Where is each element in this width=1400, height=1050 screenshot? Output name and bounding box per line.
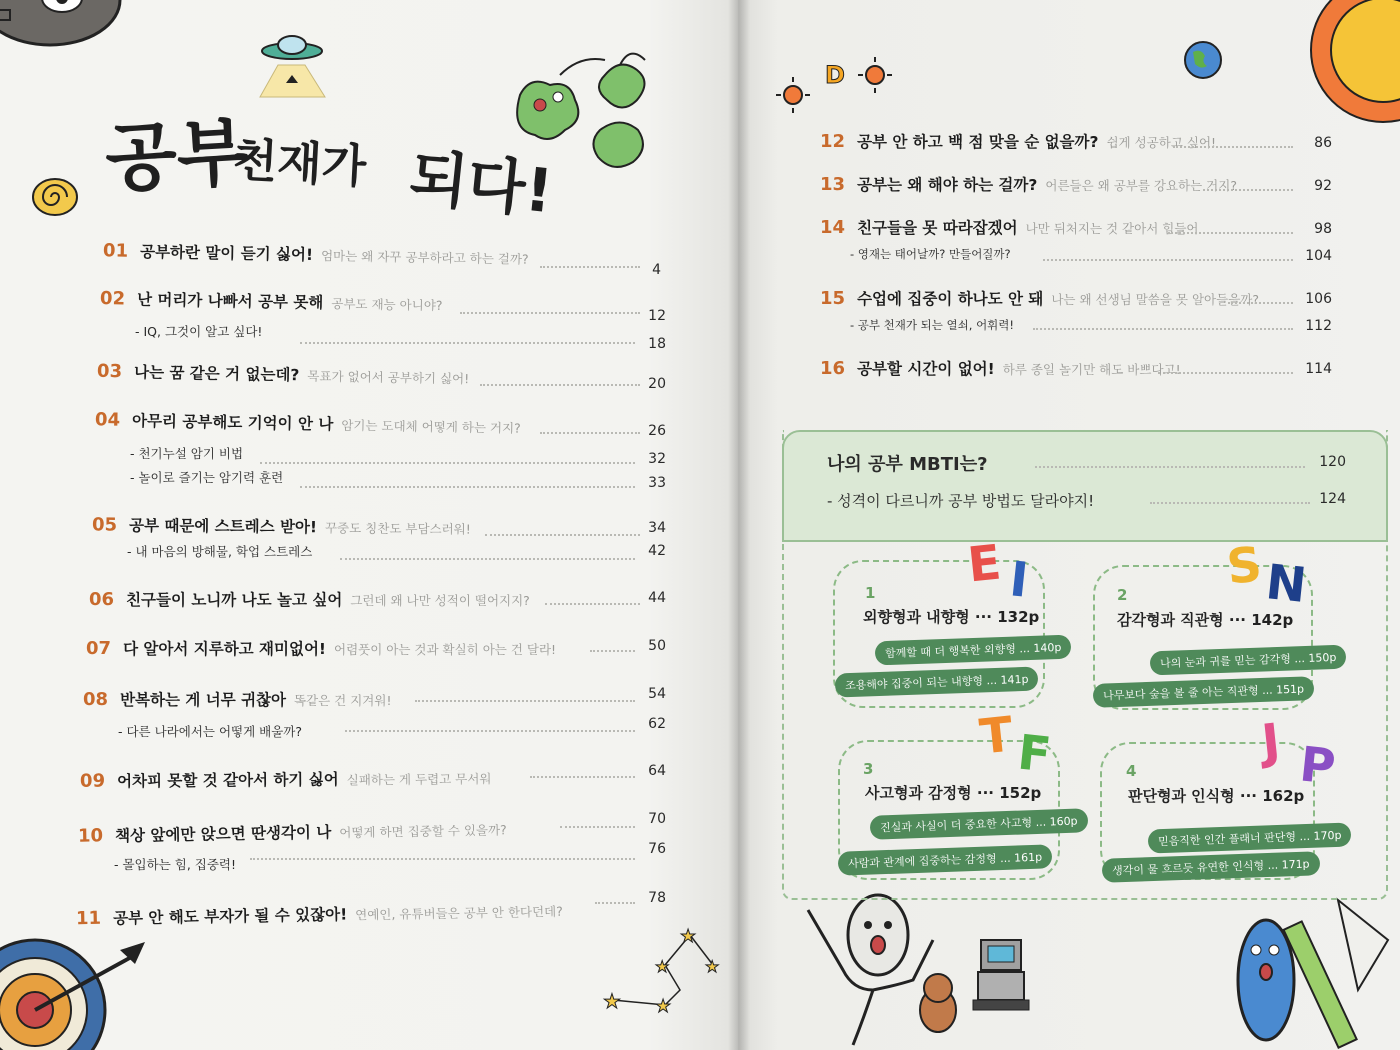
dot-leader — [1158, 372, 1293, 374]
dot-leader — [340, 558, 635, 560]
page-number: 106 — [1305, 291, 1332, 307]
target-icon — [0, 920, 160, 1050]
mbti-card-number: 3 — [863, 760, 874, 778]
chapter-subtitle: 연예인, 유튜버들은 공부 안 한다던데? — [355, 903, 563, 923]
dot-leader — [1173, 146, 1293, 148]
page-number: 76 — [648, 841, 666, 857]
dot-leader — [260, 462, 635, 464]
dot-leader — [545, 603, 640, 605]
chapter-title: 반복하는 게 너무 귀찮아 — [120, 691, 286, 709]
dot-leader — [250, 858, 635, 860]
mbti-type-pill[interactable]: 사람과 관계에 집중하는 감정형 ... 161p — [838, 844, 1053, 875]
mbti-letter-j: J — [1259, 713, 1283, 771]
title-part-2: 천재가 — [231, 132, 368, 194]
toc-entry-02[interactable] — [100, 287, 443, 315]
chapter-subtitle: 꾸중도 칭찬도 부담스러워! — [324, 520, 471, 537]
small-sun-icon — [773, 55, 903, 115]
dot-leader — [1203, 189, 1293, 191]
svg-text:★: ★ — [655, 957, 670, 976]
chapter-subtitle: 하루 종일 놀기만 해도 바쁘다고! — [1002, 362, 1181, 377]
toc-subitem[interactable]: - 공부 천재가 되는 열쇠, 어휘력! — [850, 318, 1014, 332]
page-number: 54 — [648, 686, 666, 702]
mbti-type-pill[interactable]: 함께할 때 더 행복한 외향형 ... 140p — [875, 635, 1072, 666]
ufo-icon — [250, 25, 335, 100]
chapter-subtitle: 그런데 왜 나만 성적이 떨어지지? — [350, 593, 530, 608]
chapter-subtitle: 나만 뒤처지는 것 같아서 힘들어 — [1025, 221, 1199, 236]
dot-leader — [485, 534, 640, 536]
globe-icon — [1183, 40, 1223, 80]
toc-entry-01[interactable] — [103, 239, 529, 268]
dot-leader — [1228, 302, 1293, 304]
page-number: 104 — [1305, 248, 1332, 264]
mbti-letter-s: S — [1224, 536, 1265, 596]
mbti-card-title: 감각형과 직관형 ··· 142p — [1117, 611, 1294, 629]
constellation-icon — [595, 920, 730, 1020]
chapter-title: 책상 앞에만 앉으면 딴생각이 나 — [114, 823, 332, 846]
chapter-title: 수업에 집중이 하나도 안 돼 — [857, 290, 1044, 308]
dot-leader — [1035, 466, 1305, 468]
chapter-subtitle: 나는 왜 선생님 말씀을 못 알아들을까? — [1051, 292, 1259, 307]
toc-subitem[interactable]: - 내 마음의 방해물, 학업 스트레스 — [127, 544, 313, 559]
mbti-letter-p: P — [1297, 736, 1339, 796]
sun-icon — [1303, 0, 1400, 140]
monster-icon — [0, 0, 130, 60]
chapter-title: 공부는 왜 해야 하는 걸까? — [857, 176, 1038, 194]
page-number: 42 — [648, 543, 666, 559]
mbti-letter-n: N — [1263, 554, 1309, 614]
chapter-number: 15 — [820, 288, 846, 309]
chapter-number: 05 — [91, 514, 118, 536]
mbti-header — [782, 430, 1388, 542]
page-number: 62 — [648, 716, 666, 732]
chapter-subtitle: 어떻게 하면 집중할 수 있을까? — [339, 822, 507, 841]
mbti-type-pill[interactable]: 나의 눈과 귀를 믿는 감각형 ... 150p — [1150, 645, 1347, 676]
chapter-number: 07 — [86, 638, 112, 659]
book-title — [105, 95, 575, 230]
chapter-subtitle: 쉽게 성공하고 싶어! — [1106, 135, 1217, 150]
mbti-subtitle[interactable]: - 성격이 다르니까 공부 방법도 달라야지! — [827, 492, 1095, 510]
chapter-number: 03 — [96, 360, 123, 383]
dot-leader — [540, 432, 640, 434]
cartoon-characters-icon — [793, 890, 1053, 1050]
toc-entry-08[interactable] — [83, 688, 391, 710]
page-number: 20 — [648, 376, 666, 392]
chapter-title: 나는 꿈 같은 거 없는데? — [133, 363, 300, 385]
mbti-letter-t: T — [977, 706, 1016, 766]
toc-subitem[interactable]: - 다른 나라에서는 어떻게 배울까? — [118, 724, 303, 739]
page-number: 12 — [648, 308, 666, 324]
mbti-card-number: 2 — [1117, 586, 1128, 604]
chapter-title: 아무리 공부해도 기억이 안 나 — [131, 411, 334, 434]
page-number: 32 — [648, 451, 666, 467]
chapter-title: 친구들이 노니까 나도 놀고 싶어 — [126, 591, 343, 609]
chapter-number: 04 — [94, 409, 121, 431]
page-number: 120 — [1319, 454, 1346, 470]
chapter-title: 공부하란 말이 듣기 싫어! — [139, 242, 314, 264]
svg-text:★: ★ — [705, 957, 720, 976]
dot-leader — [480, 384, 640, 386]
chapter-title: 공부 안 해도 부자가 될 수 있잖아! — [112, 905, 348, 928]
chapter-subtitle: 똑같은 건 지겨워! — [293, 693, 392, 708]
chapter-title: 난 머리가 나빠서 공부 못해 — [136, 290, 324, 312]
page-number: 78 — [648, 890, 666, 906]
page-number: 86 — [1314, 135, 1332, 151]
chapter-number: 16 — [820, 358, 846, 379]
page-number: 18 — [648, 336, 666, 352]
chapter-number: 11 — [75, 907, 102, 930]
dot-leader — [300, 486, 635, 488]
page-number: 92 — [1314, 178, 1332, 194]
dot-leader — [590, 650, 635, 652]
toc-subitem[interactable]: - 몰입하는 힘, 집중력! — [114, 857, 237, 872]
mbti-letter-i: I — [1007, 551, 1031, 609]
page-number: 50 — [648, 638, 666, 654]
dot-leader — [1033, 328, 1293, 330]
chapter-subtitle: 어렴풋이 아는 것과 확실히 아는 건 달라! — [334, 642, 557, 657]
svg-text:D: D — [825, 61, 845, 89]
mbti-type-pill[interactable]: 조용해야 집중이 되는 내향형 ... 141p — [835, 666, 1039, 697]
dot-leader — [460, 312, 640, 314]
chapter-title: 공부 안 하고 백 점 맞을 순 없을까? — [857, 133, 1099, 151]
toc-subitem[interactable]: - IQ, 그것이 알고 싶다! — [135, 324, 263, 339]
toc-entry-12[interactable] — [820, 130, 1216, 152]
chapter-subtitle: 공부도 재능 아니야? — [331, 296, 443, 313]
dot-leader — [1150, 502, 1310, 504]
chapter-number: 12 — [820, 131, 846, 152]
mbti-title[interactable]: 나의 공부 MBTI는? — [827, 454, 988, 475]
page-number: 4 — [652, 262, 661, 278]
chapter-title: 친구들을 못 따라잡겠어 — [857, 219, 1018, 237]
chapter-number: 02 — [99, 288, 126, 310]
toc-entry-05[interactable] — [92, 513, 471, 538]
svg-text:★: ★ — [603, 989, 621, 1013]
page-number: 124 — [1319, 491, 1346, 507]
toc-entry-07[interactable] — [86, 637, 556, 659]
pencil-character-icon — [1208, 880, 1400, 1050]
chapter-subtitle: 엄마는 왜 자꾸 공부하라고 하는 걸까? — [320, 248, 529, 267]
dot-leader — [1043, 259, 1293, 261]
chapter-number: 09 — [79, 770, 106, 792]
toc-entry-15[interactable] — [820, 287, 1259, 309]
dot-leader — [1168, 232, 1293, 234]
dot-leader — [300, 342, 635, 344]
mbti-letter-f: F — [1015, 724, 1054, 784]
page-number: 44 — [648, 590, 666, 606]
toc-entry-13[interactable] — [820, 173, 1237, 195]
mbti-card-title: 사고형과 감정형 ··· 152p — [865, 784, 1042, 802]
chapter-title: 공부 때문에 스트레스 받아! — [128, 516, 318, 537]
dot-leader — [595, 902, 635, 904]
page-number: 64 — [648, 763, 666, 779]
chapter-title: 공부할 시간이 없어! — [857, 360, 995, 378]
toc-subitem[interactable]: - 놀이로 즐기는 암기력 훈련 — [130, 470, 284, 485]
chapter-number: 06 — [89, 589, 115, 610]
dot-leader — [560, 826, 635, 828]
mbti-card-number: 1 — [865, 584, 876, 602]
page-number: 112 — [1305, 318, 1332, 334]
toc-entry-16[interactable] — [820, 357, 1181, 379]
chapter-number: 01 — [102, 240, 129, 262]
page-number: 114 — [1305, 361, 1332, 377]
toc-subitem[interactable]: - 영재는 태어날까? 만들어질까? — [850, 247, 1011, 261]
toc-subitem[interactable]: - 천기누설 암기 비법 — [130, 446, 244, 461]
toc-entry-14[interactable] — [820, 216, 1198, 238]
page-number: 34 — [648, 520, 666, 536]
svg-text:★: ★ — [655, 996, 672, 1017]
mbti-letter-e: E — [965, 534, 1004, 594]
mbti-type-pill[interactable]: 진실과 사실이 더 중요한 사고형 ... 160p — [870, 808, 1088, 840]
swirl-icon — [28, 170, 83, 225]
chapter-title: 다 알아서 지루하고 재미없어! — [123, 640, 326, 658]
book-gutter — [728, 0, 750, 1050]
mbti-type-pill[interactable]: 믿음직한 인간 플래너 판단형 ... 170p — [1148, 822, 1352, 853]
mbti-card-number: 4 — [1126, 762, 1137, 780]
chapter-number: 14 — [820, 217, 846, 238]
page-number: 98 — [1314, 221, 1332, 237]
page-number: 70 — [648, 811, 666, 827]
toc-entry-09[interactable] — [80, 766, 492, 792]
chapter-subtitle: 실패하는 게 두렵고 무서워 — [346, 771, 492, 788]
chapter-number: 10 — [77, 825, 104, 847]
mbti-type-pill[interactable]: 나무보다 숲을 볼 줄 아는 직관형 ... 151p — [1093, 676, 1315, 708]
dot-leader — [345, 730, 635, 732]
chapter-subtitle: 암기는 도대체 어떻게 하는 거지? — [341, 417, 521, 436]
chapter-subtitle: 어른들은 왜 공부를 강요하는 거지? — [1045, 178, 1237, 193]
svg-text:★: ★ — [680, 926, 697, 947]
dot-leader — [530, 776, 635, 778]
chapter-title: 어차피 못할 것 같아서 하기 싫어 — [116, 770, 339, 791]
title-part-3: 되다! — [406, 142, 557, 228]
mbti-type-pill[interactable]: 생각이 물 흐르듯 유연한 인식형 ... 171p — [1102, 851, 1320, 883]
page-number: 33 — [648, 475, 666, 491]
toc-entry-03[interactable] — [97, 360, 470, 388]
chapter-subtitle: 목표가 없어서 공부하기 싫어! — [307, 368, 470, 387]
title-part-1: 공부 — [103, 109, 251, 203]
mbti-card-title: 외향형과 내향형 ··· 132p — [863, 608, 1040, 626]
chapter-number: 13 — [820, 174, 846, 195]
mbti-card-title: 판단형과 인식형 ··· 162p — [1128, 787, 1305, 805]
toc-entry-06[interactable] — [89, 588, 530, 610]
chapter-number: 08 — [83, 689, 109, 710]
toc-entry-10[interactable] — [78, 817, 507, 846]
page-number: 26 — [648, 423, 666, 439]
dot-leader — [415, 700, 635, 702]
toc-entry-04[interactable] — [95, 408, 521, 437]
